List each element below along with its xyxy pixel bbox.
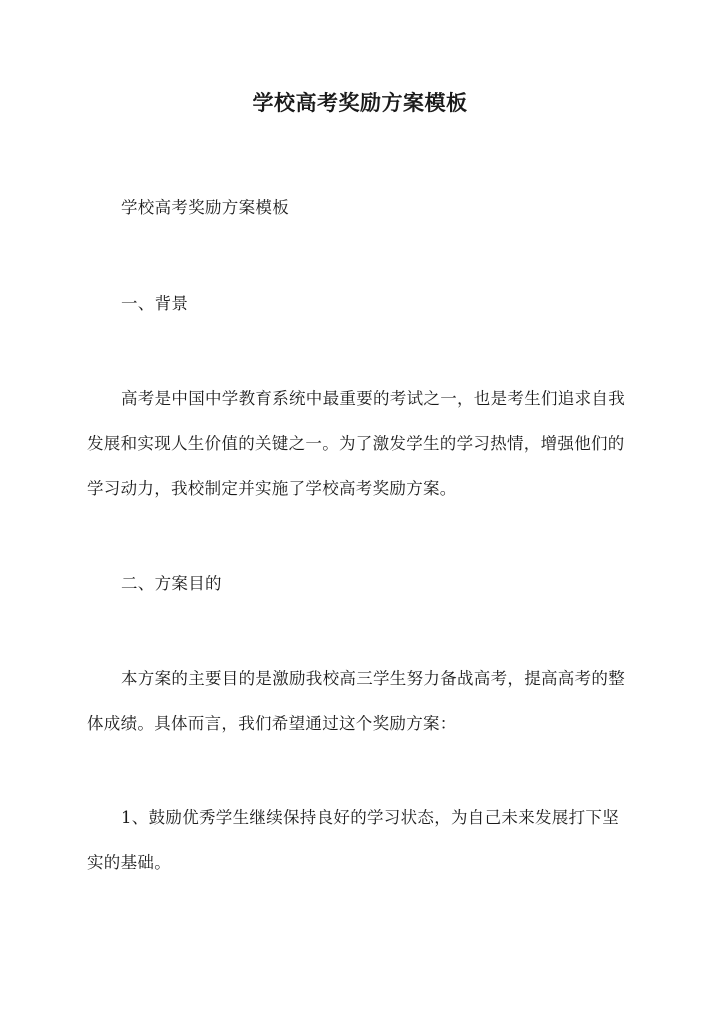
paragraph-line: 本方案的主要目的是激励我校高三学生努力备战高考，提高高考的整 [121,669,625,688]
document-title: 学校高考奖励方案模板 [252,90,468,115]
paragraph-line: 体成绩。具体而言，我们希望通过这个奖励方案： [87,714,457,733]
list-item-line: 1、鼓励优秀学生继续保持良好的学习状态，为自己未来发展打下坚 [121,808,619,827]
section-heading-goal: 二、方案目的 [121,574,222,593]
section-heading-background: 一、背景 [121,294,189,313]
list-item-line: 实的基础。 [87,853,171,872]
paragraph-line: 学习动力，我校制定并实施了学校高考奖励方案。 [87,479,457,498]
document-subtitle: 学校高考奖励方案模板 [121,198,289,217]
paragraph-line: 高考是中国中学教育系统中最重要的考试之一，也是考生们追求自我 [121,389,625,408]
paragraph-line: 发展和实现人生价值的关键之一。为了激发学生的学习热情，增强他们的 [87,434,625,453]
